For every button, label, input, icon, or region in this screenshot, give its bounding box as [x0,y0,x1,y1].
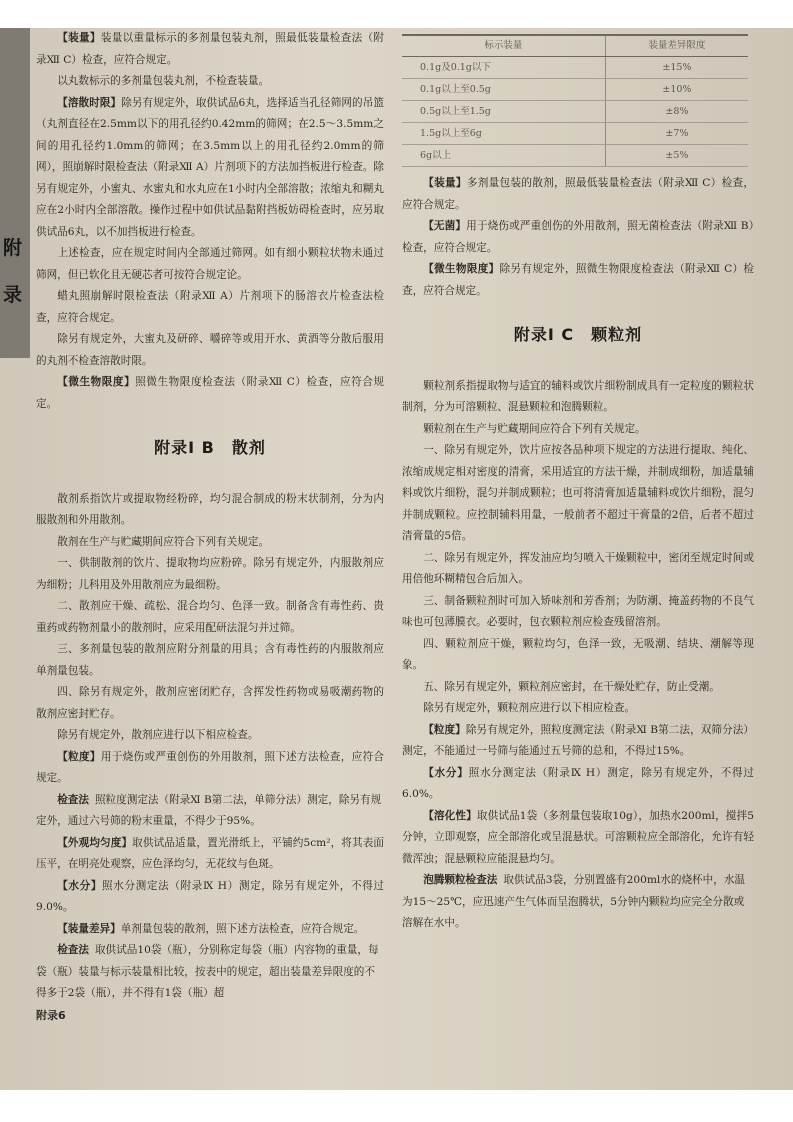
paragraph [402,591,754,634]
paragraph [402,870,754,935]
paragraph [402,259,754,302]
paragraph [36,682,384,725]
paragraph-keyword: 【装量差异】 [57,922,121,935]
paragraph [402,677,754,699]
paragraph-keyword: 【水分】 [57,879,103,892]
paragraph-keyword: 检查法 [57,944,89,956]
paragraph-text: 颗粒剂系指提取物与适宜的辅料或饮片细粉制成具有一定粒度的颗粒状制剂，分为可溶颗粒、混悬颗粒和泡腾颗粒。 [402,379,754,413]
table-cell: ±8% [605,101,748,123]
paragraph [402,376,754,419]
paragraph-text: 取供试品3袋，分别置盛有200ml水的烧杯中，水温为15～25℃，应迅速产生气体而呈泡腾状，5分钟内颗粒均应完全分散或溶解在水中。 [402,874,746,929]
paragraph-text: 颗粒剂在生产与贮藏期间应符合下列有关规定。 [423,422,646,435]
table-row [402,57,748,79]
paragraph [402,548,754,591]
paragraph [36,940,384,1005]
paragraph-text: 蜡丸照崩解时限检查法（附录Ⅻ A）片剂项下的肠溶衣片检查法检查，应符合规定。 [36,290,384,324]
table-row [402,145,748,167]
paragraph [36,553,384,596]
paragraph-keyword: 【溶散时限】 [57,96,122,109]
paragraph [36,876,384,919]
paragraph-text: 以丸数标示的多剂量包装丸剂，不检查装量。 [57,75,270,87]
table-header: 标示装量 [402,35,605,57]
paragraph-keyword: 【无菌】 [423,220,467,232]
section-heading-sanji: 附录Ⅰ B 散剂 [154,438,266,457]
paragraph-keyword: 【装量】 [57,32,101,44]
paragraph-text: 除另有规定外，散剂应进行以下相应检查。 [57,729,259,741]
paragraph-text: 除另有规定外，照粒度测定法（附录Ⅺ B第二法，双筛分法）测定，不能通过一号筛与能通过五号筛的总和，不得过15%。 [402,723,754,757]
paragraph-text: 用于烧伤或严重创伤的外用散剂，照下述方法检查，应符合规定。 [36,750,385,784]
paragraph-text: 照水分测定法（附录Ⅸ H）测定，除另有规定外，不得过6.0%。 [402,766,755,800]
paragraph-text: 照粒度测定法（附录Ⅺ B第二法，单筛分法）测定，除另有规定外，通过六号筛的粉末重量，不得少于95%。 [36,793,382,827]
paragraph-text: 四、颗粒剂应干燥，颗粒均匀，色泽一致，无吸潮、结块、潮解等现象。 [402,637,754,671]
paragraph [402,440,754,548]
paragraph-text: 散剂系指饮片或提取物经粉碎，均匀混合制成的粉末状制剂，分为内服散剂和外用散剂。 [36,492,384,526]
paragraph [36,919,384,941]
paragraph-keyword: 【粒度】 [423,723,466,736]
paragraph-text: 散剂在生产与贮藏期间应符合下列有关规定。 [57,535,270,548]
paragraph-text: 除另有规定外，颗粒剂应进行以下相应检查。 [423,702,636,714]
paragraph-text: 二、除另有规定外，挥发油应均匀喷入干燥颗粒中，密闭至规定时间或用倍他环糊精包合后加入。 [402,551,754,585]
paragraph-text: 三、多剂量包装的散剂应附分剂量的用具；含有毒性药的内服散剂应单剂量包装。 [36,643,384,677]
paragraph [36,639,384,682]
table-row [402,79,748,101]
paragraph-keyword: 【微生物限度】 [423,263,500,275]
paragraph-text: 单剂量包装的散剂，照下述方法检查，应符合规定。 [120,922,365,935]
table-cell: ±10% [605,79,748,101]
paragraph [36,286,384,329]
paragraph [36,93,384,244]
paragraph [402,763,754,806]
paragraph-text: 二、散剂应干燥、疏松、混合均匀、色泽一致。制备含有毒性药、贵重药或药物剂量小的散剂时，应采用配研法混匀并过筛。 [36,600,384,634]
paragraph-keyword: 【装量】 [423,177,467,189]
paragraph [36,532,384,554]
paragraph [402,173,754,216]
table-cell: 0.1g以上至0.5g [402,79,605,101]
table-row [402,101,748,123]
table-cell: 0.5g以上至1.5g [402,101,605,123]
paragraph-text: 照水分测定法（附录Ⅸ H）测定，除另有规定外，不得过9.0%。 [36,879,385,913]
paragraph [402,634,754,677]
side-tab [0,28,30,358]
table-cell: ±7% [605,123,748,145]
paragraph [402,419,754,441]
page-footer: 附录6 [36,1008,66,1022]
right-column [402,28,754,935]
table-cell: ±15% [605,57,748,79]
left-column [36,28,384,1026]
table-cell: 6g以上 [402,145,605,167]
paragraph-text: 取供试品适量，置光滑纸上，平铺约5cm²，将其表面压平，在明亮处观察，应色泽均匀，无花纹与色斑。 [36,836,385,870]
paragraph-text: 一、除另有规定外，饮片应按各品种项下规定的方法进行提取、纯化、浓缩成规定相对密度的清膏，采用适宜的方法干燥，并制成细粉，加适量辅料或饮片细粉，混匀并制成颗粒；也可将清膏加适量辅料或饮片细粉，混匀并制成颗粒。应控制辅料用量，一般前者不超过干膏量的2倍，后者不超过清膏量的5倍。 [402,444,754,542]
paragraph [36,71,384,93]
side-tab-char: 录 [3,284,23,306]
paragraph-keyword: 泡腾颗粒检查法 [423,874,498,886]
paragraph [402,216,754,259]
page-photo [0,28,793,1090]
section-heading-keliji: 附录Ⅰ C 颗粒剂 [513,325,643,344]
paragraph [36,747,384,790]
paragraph [402,720,754,763]
table-header: 装量差异限度 [605,35,748,57]
paragraph-text: 装量以重量标示的多剂量包装丸剂，照最低装量检查法（附录Ⅻ C）检查，应符合规定。 [36,32,385,66]
paragraph-text: 除另有规定外，照微生物限度检查法（附录Ⅻ C）检查，应符合规定。 [402,263,755,297]
paragraph-text: 一、供制散剂的饮片、提取物均应粉碎。除另有规定外，内服散剂应为细粉；儿科用及外用散剂应为最细粉。 [36,557,384,591]
right-body [402,376,754,935]
paragraph-text: 取供试品10袋（瓶），分别称定每袋（瓶）内容物的重量，每袋（瓶）装量与标示装量相比较，按表中的规定，超出装量差异限度的不得多于2袋（瓶），并不得有1袋（瓶）超 [36,944,379,999]
paragraph-text: 上述检查，应在规定时间内全部通过筛网。如有细小颗粒状物未通过筛网，但已软化且无硬芯者可按符合规定论。 [36,247,384,281]
table-row [402,123,748,145]
side-tab-char: 附 [3,237,23,259]
paragraph [36,596,384,639]
paragraph-text: 照微生物限度检查法（附录Ⅻ C）检查，应符合规定。 [36,376,385,410]
paragraph [402,806,754,871]
left-intro [36,28,384,415]
paragraph [36,329,384,372]
paragraph [402,698,754,720]
paragraph-text: 用于烧伤或严重创伤的外用散剂，照无菌检查法（附录Ⅻ B）检查，应符合规定。 [402,220,754,254]
paragraph-text: 除另有规定外，取供试品6丸，选择适当孔径筛网的吊篮（丸剂直径在2.5mm以下的用孔径约0.42mm的筛网；在2.5～3.5mm之间的用孔径约1.0mm的筛网；在3.5mm以上的用孔径约2.0mm的筛网），照崩解时限检查法（附录Ⅻ A）片剂项下的方法加挡板进行检查。除另有规定外，小蜜丸、水蜜丸和水丸应在1小时内全部溶散；浓缩丸和糊丸应在2小时内全部溶散。操作过程中如供试品黏附挡板妨碍检查时，应另取供试品6丸，以不加挡板进行检查。 [36,96,384,238]
paragraph-text: 五、除另有规定外，颗粒剂应密封，在干燥处贮存，防止受潮。 [423,680,720,693]
paragraph [36,725,384,747]
table-cell: ±5% [605,145,748,167]
paragraph-text: 取供试品1袋（多剂量包装取10g），加热水200ml，搅拌5分钟，立即观察，应全部溶化或呈混悬状。可溶颗粒应全部溶化，允许有轻微浑浊；混悬颗粒应能混悬均匀。 [402,809,755,865]
paragraph [36,489,384,532]
table-cell: 0.1g及0.1g以下 [402,57,605,79]
paragraph [36,833,384,876]
paragraph-keyword: 【粒度】 [57,750,101,763]
paragraph-text: 三、制备颗粒剂时可加入矫味剂和芳香剂；为防潮、掩盖药物的不良气味也可包薄膜衣。必要时，包衣颗粒剂应检查残留溶剂。 [402,594,754,628]
load-variation-table [402,34,748,167]
paragraph-text: 多剂量包装的散剂，照最低装量检查法（附录Ⅻ C）检查，应符合规定。 [402,177,755,211]
paragraph-keyword: 【溶化性】 [423,809,477,822]
paragraph [36,790,384,833]
paragraph-keyword: 【水分】 [423,766,469,779]
paragraph [36,372,384,415]
table-cell: 1.5g以上至6g [402,123,605,145]
paragraph [36,243,384,286]
right-intro [402,173,754,302]
paragraph-text: 四、除另有规定外，散剂应密闭贮存，含挥发性药物或易吸潮药物的散剂应密封贮存。 [36,686,384,720]
paragraph-text: 除另有规定外，大蜜丸及研碎、嚼碎等或用开水、黄酒等分散后服用的丸剂不检查溶散时限。 [36,333,384,367]
paragraph [36,28,384,71]
paragraph-keyword: 【外观均匀度】 [57,836,133,849]
left-body [36,489,384,1005]
paragraph-keyword: 【微生物限度】 [57,376,136,388]
paragraph-keyword: 检查法 [57,793,89,806]
